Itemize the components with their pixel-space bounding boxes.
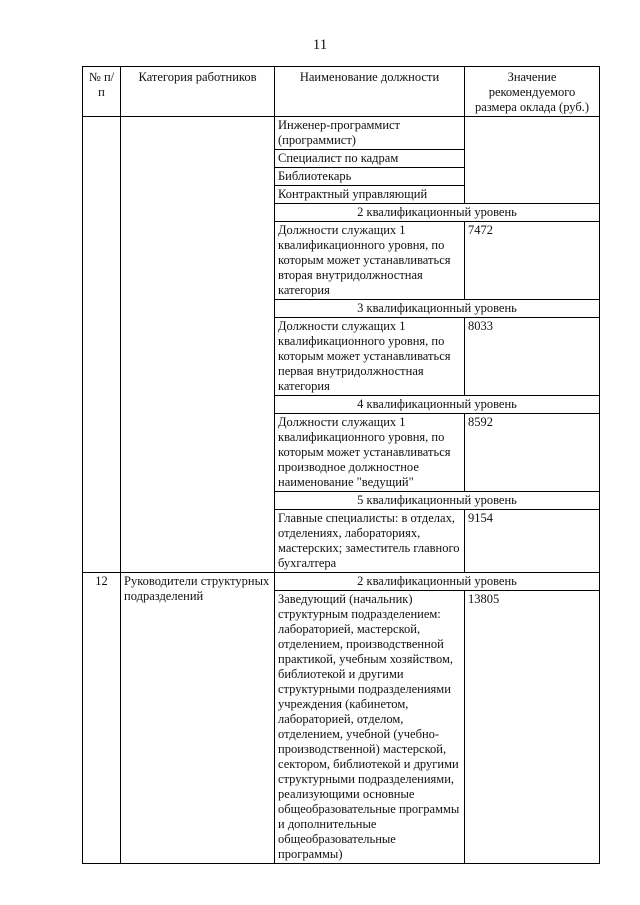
list-item: Библиотекарь	[275, 168, 465, 186]
row-number: 12	[83, 573, 121, 864]
level-title-row	[83, 573, 600, 591]
list-item: Контрактный управляющий	[275, 186, 465, 204]
table-row	[83, 117, 600, 150]
salary-cell: 13805	[465, 591, 600, 864]
salary-cell: 7472	[465, 222, 600, 300]
list-item: Инженер-программист (программист)	[275, 117, 465, 150]
level-title: 4 квалификационный уровень	[275, 396, 600, 414]
cell-category-empty	[121, 117, 275, 573]
header-position: Наименование должности	[275, 67, 465, 117]
salary-cell: 8033	[465, 318, 600, 396]
cell-num-empty	[83, 117, 121, 573]
header-salary: Значение рекомендуемого размера оклада (руб.)	[465, 67, 600, 117]
table-header-row	[83, 67, 600, 117]
level-title: 2 квалификационный уровень	[275, 204, 600, 222]
position-cell: Должности служащих 1 квалификационного уровня, по которым может устанавливаться первая внутридолжностная категория	[275, 318, 465, 396]
level-title: 5 квалификационный уровень	[275, 492, 600, 510]
level-title: 3 квалификационный уровень	[275, 300, 600, 318]
position-cell: Главные специалисты: в отделах, отделениях, лабораториях, мастерских; заместитель главного бухгалтера	[275, 510, 465, 573]
salary-cell: 8592	[465, 414, 600, 492]
header-num: № п/п	[83, 67, 121, 117]
position-cell: Должности служащих 1 квалификационного уровня, по которым может устанавливаться производное должностное наименование "ведущий"	[275, 414, 465, 492]
level-title: 2 квалификационный уровень	[275, 573, 600, 591]
salary-table	[82, 66, 600, 864]
position-cell: Должности служащих 1 квалификационного уровня, по которым может устанавливаться вторая внутридолжностная категория	[275, 222, 465, 300]
category-cell: Руководители структурных подразделений	[121, 573, 275, 864]
salary-cell: 9154	[465, 510, 600, 573]
page-number: 11	[312, 37, 328, 53]
list-item: Специалист по кадрам	[275, 150, 465, 168]
cell-salary-empty	[465, 117, 600, 204]
header-category: Категория работников	[121, 67, 275, 117]
position-cell: Заведующий (начальник) структурным подразделением: лабораторией, мастерской, отделением, производственной практикой, учебным хозяйством, библиотекой и другими структурными подразделениями учреждения (кабинетом, лабораторией, отделом, отделением, учебной (учебно-производственной) мастерской, сектором, библиотекой и другими структурными подразделениями, реализующими основные общеобразовательные программы и дополнительные общеобразовательные программы)	[275, 591, 465, 864]
